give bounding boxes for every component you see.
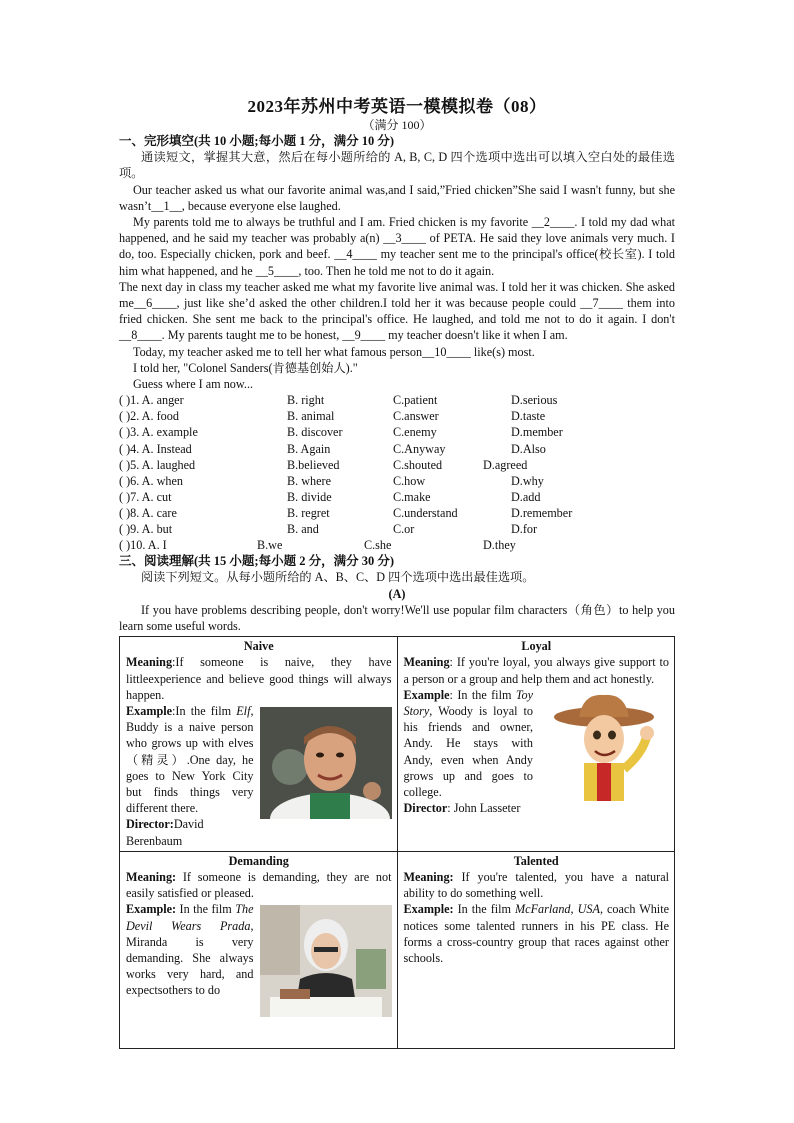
option-d: D.add bbox=[511, 489, 541, 504]
option-c: C.shouted bbox=[393, 457, 443, 472]
vocabulary-table bbox=[119, 636, 675, 1049]
loyal-example: Example: In the film Toy Story, Woody is loyal to his friends and owner, Andy. He stays with Andy, even when Andy grows up and goes to college. bbox=[404, 687, 670, 800]
loyal-director: Director: John Lasseter bbox=[403, 801, 521, 816]
option-d: D.agreed bbox=[483, 457, 528, 472]
loyal-meaning: Meaning: If you're loyal, you always give support to a person or a group and help them and act honestly. bbox=[403, 655, 669, 686]
option-stem: ( )2. A. food bbox=[119, 409, 179, 424]
exam-page bbox=[119, 96, 675, 1049]
demanding-meaning: Meaning: If someone is demanding, they are not easily satisfied or pleased. bbox=[126, 870, 392, 901]
option-stem: ( )9. A. but bbox=[119, 522, 173, 536]
option-row-1 bbox=[119, 392, 675, 408]
naive-example: Example:In the film Elf, Buddy is a naive person who grows up with elves （精灵）.One day, he goes to New York City but finds things very different there. bbox=[126, 703, 392, 816]
option-d: D.serious bbox=[511, 393, 558, 408]
option-stem: ( )4. A. Instead bbox=[119, 441, 192, 456]
option-b: B. Again bbox=[287, 441, 331, 456]
section1-instruction: 通读短文，掌握其大意，然后在每小题所给的 A, B, C, D 四个选项中选出可以填入空白处的最佳选项。 bbox=[119, 150, 675, 181]
option-row-8 bbox=[119, 505, 675, 521]
option-c: C.enemy bbox=[393, 425, 437, 440]
option-d: D.Also bbox=[511, 441, 546, 456]
option-stem: ( )7. A. cut bbox=[119, 489, 172, 504]
demanding-example: Example: In the film The Devil Wears Prada, Miranda is very demanding. She always works very hard, and expectsothers to do bbox=[126, 901, 392, 998]
option-row-4 bbox=[119, 441, 675, 457]
passage-intro: If you have problems describing people, don't worry!We'll use popular film characters（角色）to help you learn some useful words. bbox=[119, 602, 675, 633]
option-c: C.patient bbox=[393, 393, 438, 408]
cloze-paragraph-6: Guess where I am now... bbox=[133, 377, 254, 392]
option-b: B. right bbox=[287, 393, 325, 408]
cloze-paragraph-2: My parents told me to always be truthful and I am. Fried chicken is my favorite __2____. I told my dad what happened, and he said my teacher was probably a(n) __3____ of PETA. He said they love animals very much. I do, too. Especially chicken, pork and beef. __4____ my teacher sent me to the principal's office(校长室). I told him what happened, and he __5____, too. Then he told me not to do it again. bbox=[119, 215, 675, 278]
option-row-3 bbox=[119, 424, 675, 440]
option-c: C.make bbox=[393, 489, 431, 504]
cell-talented bbox=[397, 851, 675, 1048]
devil-wears-prada-photo bbox=[260, 905, 392, 1017]
option-row-7 bbox=[119, 489, 675, 505]
cloze-options bbox=[119, 392, 675, 553]
option-row-5 bbox=[119, 457, 675, 473]
cell-loyal bbox=[397, 637, 675, 852]
section3-instruction: 阅读下列短文。从每小题所给的 A、B、C、D 四个选项中选出最佳选项。 bbox=[141, 570, 535, 585]
option-b: B.believed bbox=[287, 457, 340, 472]
option-d: D.member bbox=[511, 425, 563, 440]
option-row-10 bbox=[119, 537, 675, 553]
option-row-9 bbox=[119, 521, 675, 537]
cloze-paragraph-5: I told her, "Colonel Sanders(肯德基创始人)." bbox=[133, 360, 358, 375]
option-row-2 bbox=[119, 408, 675, 424]
word-loyal: Loyal bbox=[521, 639, 552, 654]
naive-director: Director:David Berenbaum bbox=[126, 817, 204, 848]
passage-label: (A) bbox=[388, 586, 406, 601]
cloze-paragraph-3: The next day in class my teacher asked me what my favorite live animal was. I told her it was chicken. She asked me__6____, just like she’d asked the other children.I told her it was because people could __7____ them into fried chicken. She sent me back to the principal's office. He laughed, and told me not to do it again. I don't __8____. My parents taught me to be honest, __9____ my teacher doesn't like it when I am. bbox=[119, 279, 675, 343]
option-b: B. animal bbox=[287, 409, 335, 424]
talented-example: Example: In the film McFarland, USA, coach White notices some talented runners in his PE class. He forms a cross-country group that races against other schools. bbox=[403, 902, 669, 966]
option-b: B. and bbox=[287, 522, 319, 536]
woody-photo bbox=[539, 691, 669, 801]
option-stem: ( )10. A. I bbox=[119, 538, 167, 553]
option-b: B. where bbox=[287, 473, 331, 488]
cell-demanding bbox=[120, 851, 398, 1048]
option-stem: ( )5. A. laughed bbox=[119, 457, 196, 472]
cloze-paragraph-4: Today, my teacher asked me to tell her what famous person__10____ like(s) most. bbox=[133, 344, 535, 359]
option-d: D.taste bbox=[511, 409, 546, 424]
option-c: C.understand bbox=[393, 505, 458, 520]
option-d: D.for bbox=[511, 522, 538, 536]
cell-naive bbox=[120, 637, 398, 852]
option-b: B. regret bbox=[287, 505, 330, 520]
option-b: B. divide bbox=[287, 489, 332, 504]
option-c: C.or bbox=[393, 522, 415, 536]
option-c: C.how bbox=[393, 473, 426, 488]
page-subtitle: （满分 100） bbox=[362, 118, 432, 132]
option-stem: ( )6. A. when bbox=[119, 473, 183, 488]
word-naive: Naive bbox=[243, 639, 274, 654]
option-c: C.answer bbox=[393, 409, 439, 424]
option-b: B. discover bbox=[287, 425, 343, 440]
option-d: D.remember bbox=[511, 505, 573, 520]
option-stem: ( )8. A. care bbox=[119, 505, 177, 520]
option-c: C.she bbox=[364, 538, 392, 553]
page-title: 2023年苏州中考英语一模模拟卷（08） bbox=[247, 97, 547, 116]
option-d: D.why bbox=[511, 473, 544, 488]
option-d: D.they bbox=[483, 538, 516, 553]
section1-heading: 一、完形填空(共 10 小题;每小题 1 分，满分 10 分) bbox=[119, 134, 394, 148]
word-demanding: Demanding bbox=[228, 853, 289, 868]
naive-meaning: Meaning:If someone is naive, they have littleexperience and believe good things will always happen. bbox=[126, 655, 392, 702]
option-c: C.Anyway bbox=[393, 441, 446, 456]
option-row-6 bbox=[119, 473, 675, 489]
option-stem: ( )1. A. anger bbox=[119, 393, 184, 408]
word-talented: Talented bbox=[513, 853, 559, 868]
section3-heading: 三、阅读理解(共 15 小题;每小题 2 分，满分 30 分) bbox=[119, 554, 394, 569]
cloze-paragraph-1: Our teacher asked us what our favorite animal was,and I said,”Fried chicken”She said I wasn't funny, but she wasn’t__1__, because everyone else laughed. bbox=[119, 182, 675, 213]
option-stem: ( )3. A. example bbox=[119, 425, 198, 440]
talented-meaning: Meaning: If you're talented, you have a natural ability to do something well. bbox=[403, 870, 669, 901]
option-b: B.we bbox=[257, 538, 283, 553]
elf-buddy-photo bbox=[260, 707, 392, 819]
